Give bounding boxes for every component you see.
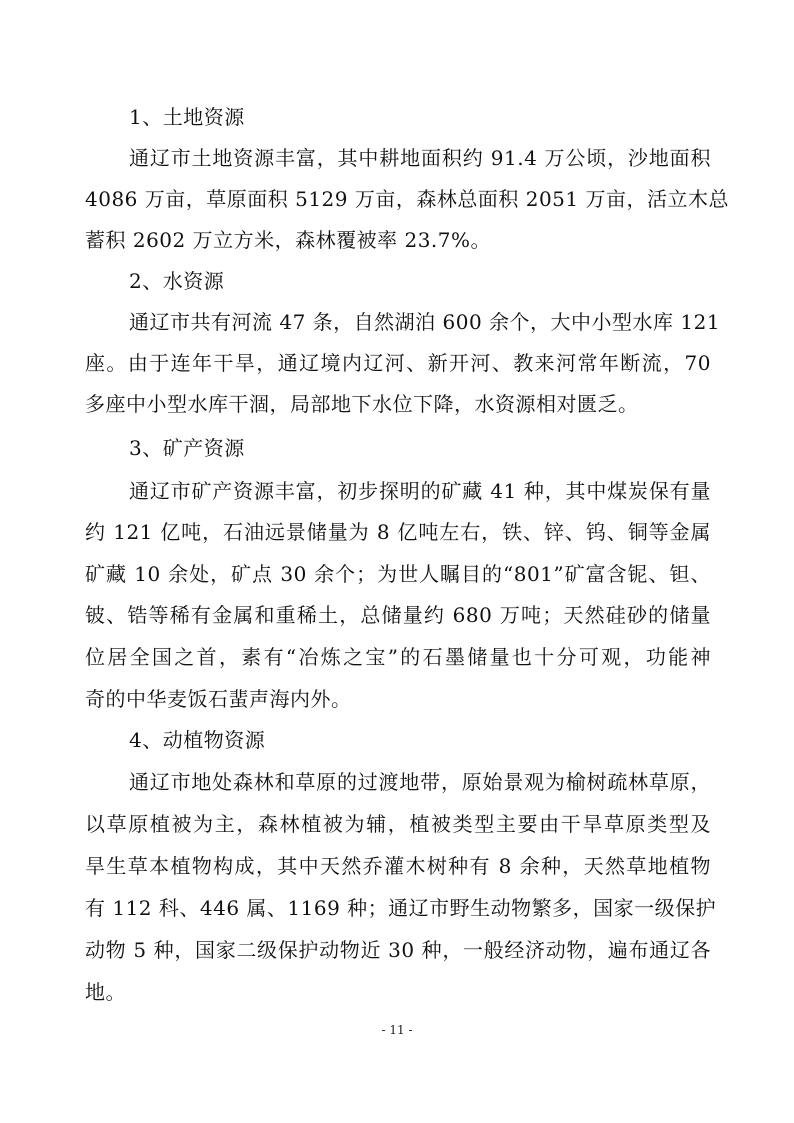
paragraph-line: 座。由于连年干旱，通辽境内辽河、新开河、教来河常年断流，70 <box>85 351 711 375</box>
paragraph-line: 通辽市共有河流 47 条，自然湖泊 600 余个，大中小型水库 121 <box>129 310 721 334</box>
paragraph-line: 通辽市地处森林和草原的过渡地带，原始景观为榆树疏林草原， <box>129 770 711 794</box>
paragraph-line: 约 121 亿吨，石油远景储量为 8 亿吨左右，铁、锌、钨、铜等金属 <box>85 520 711 544</box>
paragraph-line: 通辽市土地资源丰富，其中耕地面积约 91.4 万公顷，沙地面积 <box>129 146 711 170</box>
page-number: - 11 - <box>381 1023 413 1037</box>
paragraph-line: 奇的中华麦饭石蜚声海内外。 <box>85 687 352 711</box>
section-heading-minerals: 3、矿产资源 <box>129 436 245 460</box>
section-heading-flora-fauna: 4、动植物资源 <box>129 728 266 752</box>
paragraph-line: 矿藏 10 余处，矿点 30 余个；为世人瞩目的“801”矿富含铌、钽、 <box>85 562 711 586</box>
paragraph-line: 地。 <box>85 980 126 1004</box>
paragraph-line: 蓄积 2602 万立方米，森林覆被率 23.7%。 <box>85 228 492 252</box>
paragraph-line: 位居全国之首，素有“冶炼之宝”的石墨储量也十分可观，功能神 <box>85 645 711 669</box>
section-heading-water: 2、水资源 <box>129 269 225 293</box>
paragraph-line: 以草原植被为主，森林植被为辅，植被类型主要由干旱草原类型及 <box>85 812 711 836</box>
paragraph-line: 有 112 科、446 属、1169 种；通辽市野生动物繁多，国家一级保护 <box>85 896 717 920</box>
paragraph-line: 通辽市矿产资源丰富，初步探明的矿藏 41 种，其中煤炭保有量 <box>129 479 711 503</box>
section-heading-land: 1、土地资源 <box>129 105 245 129</box>
paragraph-line: 旱生草本植物构成，其中天然乔灌木树种有 8 余种，天然草地植物 <box>85 854 711 878</box>
paragraph-line: 多座中小型水库干涸，局部地下水位下降，水资源相对匮乏。 <box>85 392 639 416</box>
paragraph-line: 4086 万亩，草原面积 5129 万亩，森林总面积 2051 万亩，活立木总 <box>85 187 729 211</box>
paragraph-line: 动物 5 种，国家二级保护动物近 30 种，一般经济动物，遍布通辽各 <box>85 938 711 962</box>
paragraph-line: 铍、锆等稀有金属和重稀土，总储量约 680 万吨；天然硅砂的储量 <box>85 603 711 627</box>
